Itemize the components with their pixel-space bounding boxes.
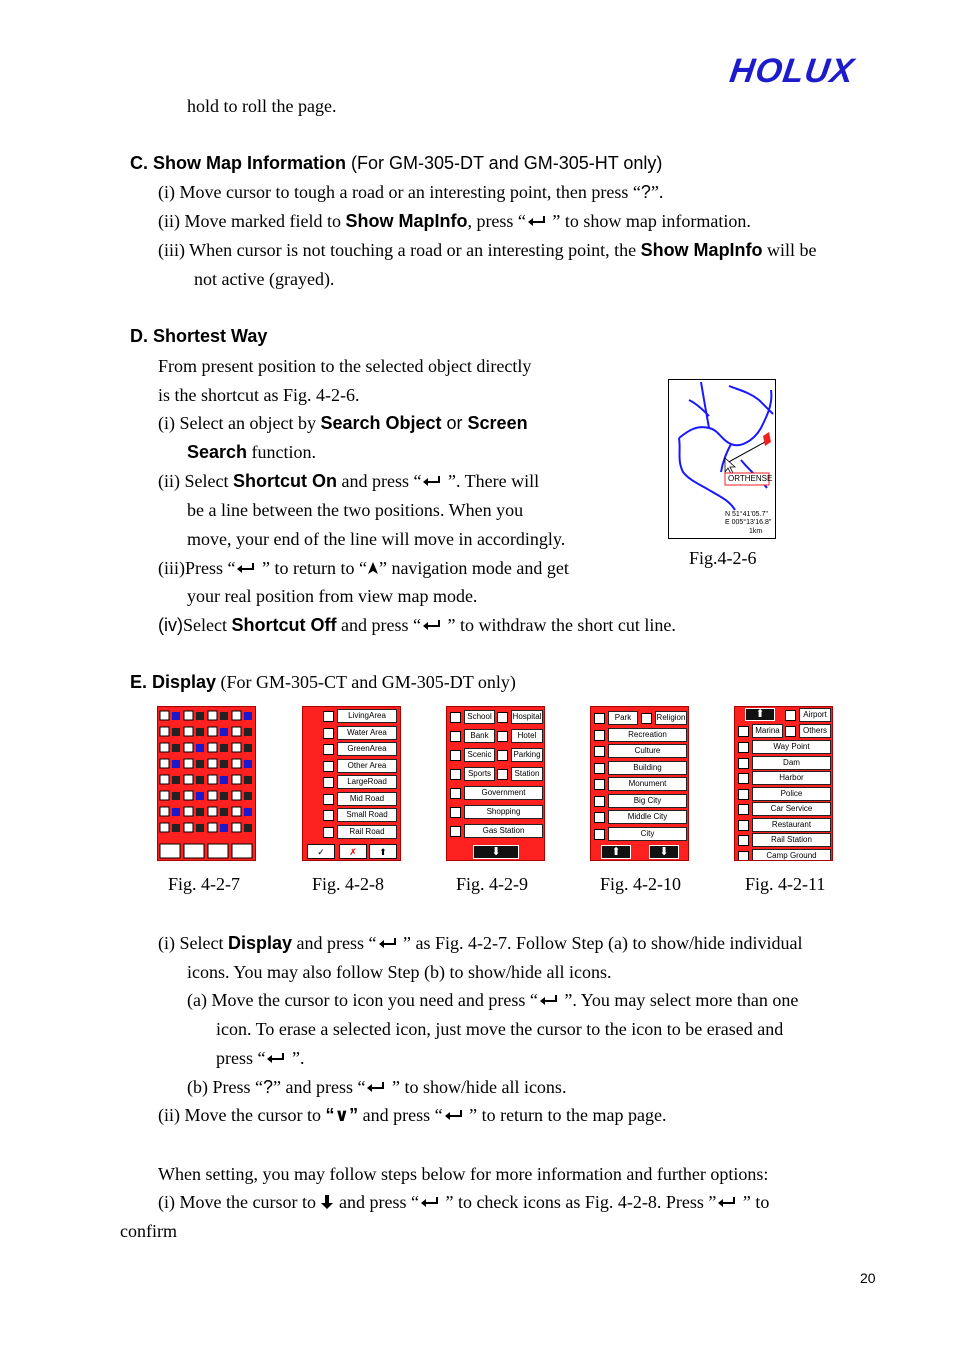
section-e-step-a-line3: press “ ”. xyxy=(216,1048,305,1068)
category-icon xyxy=(594,829,605,840)
option-row[interactable] xyxy=(752,849,831,862)
settings-step-i-cont: confirm xyxy=(120,1221,177,1241)
option-row[interactable] xyxy=(337,709,397,723)
option-label: Restaurant xyxy=(771,819,812,829)
option-label: Rail Road xyxy=(349,826,385,836)
enter-key-icon xyxy=(538,993,560,1007)
option-label: Gas Station xyxy=(482,826,525,835)
option-row[interactable] xyxy=(511,710,543,724)
section-d-step-i: (i) Select an object by Search Object or Screen xyxy=(158,413,528,433)
toggle-checkbox xyxy=(184,807,193,816)
section-d-para1: From present position to the selected object directly xyxy=(158,356,532,376)
option-row[interactable] xyxy=(752,756,831,770)
toggle-checkbox xyxy=(208,791,217,800)
section-c-heading: C. Show Map Information (For GM-305-DT and GM-305-HT only) xyxy=(130,153,663,173)
option-row[interactable] xyxy=(608,810,687,824)
option-row[interactable] xyxy=(752,818,831,832)
intro-text: hold to roll the page. xyxy=(187,96,337,116)
option-row[interactable] xyxy=(337,759,397,773)
category-icon xyxy=(738,742,749,753)
fig-4-2-10-caption: Fig. 4-2-10 xyxy=(600,874,681,894)
category-icon xyxy=(323,827,334,838)
option-row[interactable] xyxy=(752,724,783,738)
toolbar-button xyxy=(208,844,228,858)
category-icon xyxy=(738,835,749,846)
option-label: LivingArea xyxy=(348,711,386,720)
section-d-step-iii: (iii)Press “ ” to return to “ ” navigation mode and get xyxy=(158,558,569,578)
settings-intro: When setting, you may follow steps below for more information and further options: xyxy=(158,1164,769,1184)
map-coordinate-lat: N 51°41'05.7" xyxy=(725,511,768,518)
option-row[interactable] xyxy=(752,802,831,816)
category-icon xyxy=(323,810,334,821)
toggle-checkbox xyxy=(208,823,217,832)
category-icon xyxy=(738,773,749,784)
toggle-checkbox xyxy=(184,775,193,784)
category-icon xyxy=(594,779,605,790)
poi-icon xyxy=(196,760,204,768)
category-icon xyxy=(450,788,461,799)
category-icon xyxy=(450,731,461,742)
toggle-checkbox xyxy=(208,759,217,768)
option-row[interactable] xyxy=(337,808,397,822)
map-scale-label: 1km xyxy=(749,528,763,535)
check-button[interactable]: ✓ xyxy=(307,844,335,859)
category-icon xyxy=(785,726,796,737)
category-icon xyxy=(594,713,605,724)
category-icon xyxy=(497,750,508,761)
category-icon xyxy=(594,812,605,823)
toggle-checkbox xyxy=(232,775,241,784)
option-label: Police xyxy=(780,788,803,798)
fig-4-2-6-caption: Fig.4-2-6 xyxy=(689,548,757,568)
poi-icon xyxy=(220,792,228,800)
option-row[interactable] xyxy=(464,805,543,819)
option-label: Dam xyxy=(783,757,800,767)
section-e-step-b: (b) Press “?” and press “ ” to show/hide all icons. xyxy=(187,1077,567,1097)
option-row[interactable] xyxy=(464,729,495,743)
option-row[interactable] xyxy=(752,740,831,754)
toggle-checkbox xyxy=(232,727,241,736)
fig-4-2-8-screen xyxy=(302,706,401,861)
poi-icon xyxy=(220,712,228,720)
help-symbol: ? xyxy=(640,182,651,202)
option-label: Bank xyxy=(470,731,489,740)
toggle-checkbox xyxy=(232,759,241,768)
poi-icon xyxy=(196,808,204,816)
toggle-checkbox xyxy=(160,711,169,720)
poi-icon xyxy=(244,712,252,720)
option-label: Building xyxy=(633,762,662,772)
option-row[interactable] xyxy=(608,794,687,808)
option-label: Scenic xyxy=(467,750,492,759)
down-button[interactable]: ⬇ xyxy=(649,845,679,859)
poi-icon xyxy=(196,776,204,784)
option-row[interactable] xyxy=(464,748,495,762)
option-row[interactable] xyxy=(655,711,687,725)
option-row[interactable] xyxy=(464,786,543,800)
poi-icon xyxy=(172,824,180,832)
up-button[interactable]: ⬆ xyxy=(369,844,397,859)
poi-icon xyxy=(244,728,252,736)
section-d-step-iii-cont: your real position from view map mode. xyxy=(187,586,478,606)
poi-icon xyxy=(244,744,252,752)
toggle-checkbox xyxy=(160,791,169,800)
option-row[interactable] xyxy=(752,771,831,785)
poi-icon xyxy=(196,712,204,720)
poi-icon xyxy=(172,792,180,800)
fig-4-2-11-screen xyxy=(734,706,833,861)
category-icon xyxy=(323,777,334,788)
enter-key-icon xyxy=(365,1080,387,1094)
section-e-step-i-cont: icons. You may also follow Step (b) to show/hide all icons. xyxy=(187,962,612,982)
option-row[interactable] xyxy=(752,787,831,801)
toggle-checkbox xyxy=(160,807,169,816)
toggle-checkbox xyxy=(184,711,193,720)
category-icon xyxy=(594,730,605,741)
option-label: City xyxy=(640,828,655,838)
option-label: Middle City xyxy=(627,812,668,821)
option-label: Airport xyxy=(803,710,827,719)
toolbar-button xyxy=(184,844,204,858)
navigation-arrow-icon xyxy=(367,561,379,575)
toggle-checkbox xyxy=(232,807,241,816)
option-row[interactable] xyxy=(464,824,543,838)
option-row[interactable] xyxy=(799,724,831,738)
category-icon xyxy=(738,820,749,831)
poi-icon xyxy=(196,792,204,800)
category-icon xyxy=(738,758,749,769)
toggle-checkbox xyxy=(232,791,241,800)
category-icon xyxy=(450,712,461,723)
cancel-button[interactable]: ✗ xyxy=(339,844,367,859)
option-label: Mid Road xyxy=(349,793,385,803)
toolbar-button xyxy=(232,844,252,858)
fig-4-2-8-caption: Fig. 4-2-8 xyxy=(312,874,384,894)
map-place-label: ORTHENSE xyxy=(728,474,773,483)
poi-icon xyxy=(172,760,180,768)
toggle-checkbox xyxy=(184,791,193,800)
option-row[interactable] xyxy=(464,767,495,781)
poi-icon xyxy=(244,792,252,800)
poi-icon xyxy=(220,728,228,736)
poi-icon xyxy=(172,728,180,736)
poi-icon xyxy=(220,776,228,784)
enter-key-icon xyxy=(421,474,443,488)
enter-key-icon xyxy=(526,214,548,228)
option-row[interactable] xyxy=(752,833,831,847)
map-coordinate-lon: E 005°13'16.8" xyxy=(725,519,772,526)
section-c-step-i: (i) Move cursor to tough a road or an interesting point, then press “?”. xyxy=(158,182,664,202)
option-label: Small Road xyxy=(346,810,388,819)
enter-key-icon xyxy=(235,561,257,575)
help-symbol: ? xyxy=(262,1077,273,1097)
category-icon xyxy=(323,711,334,722)
toggle-checkbox xyxy=(232,823,241,832)
section-e-step-ii: (ii) Move the cursor to “∨” and press “ ” to return to the map page. xyxy=(158,1105,667,1125)
option-label: Government xyxy=(481,788,526,797)
toggle-checkbox xyxy=(160,759,169,768)
category-icon xyxy=(738,726,749,737)
poi-icon xyxy=(244,808,252,816)
option-label: Parking xyxy=(513,750,541,759)
toggle-checkbox xyxy=(208,743,217,752)
section-d-step-i-cont: Search function. xyxy=(187,442,317,462)
option-label: Monument xyxy=(628,779,667,788)
toggle-checkbox xyxy=(208,727,217,736)
section-e-heading: E. Display (For GM-305-CT and GM-305-DT only) xyxy=(130,672,516,692)
option-row[interactable] xyxy=(608,744,687,758)
option-label: Others xyxy=(802,726,827,735)
toggle-checkbox xyxy=(184,743,193,752)
category-icon xyxy=(738,804,749,815)
enter-key-icon xyxy=(265,1051,287,1065)
option-label: Hotel xyxy=(517,731,537,740)
icon-grid-graphic xyxy=(158,707,255,860)
category-icon xyxy=(738,851,749,862)
settings-step-i: (i) Move the cursor to and press “ ” to check icons as Fig. 4-2-8. Press ” ” to xyxy=(158,1192,770,1212)
option-row[interactable] xyxy=(337,726,397,740)
toggle-checkbox xyxy=(160,743,169,752)
section-d-step-ii: (ii) Select Shortcut On and press “ ”. There will xyxy=(158,471,540,491)
option-label: Religion xyxy=(656,713,686,722)
section-c-step-ii: (ii) Move marked field to Show MapInfo, press “ ” to show map information. xyxy=(158,211,751,231)
poi-icon xyxy=(172,808,180,816)
option-label: Station xyxy=(514,769,540,778)
section-d-para2: is the shortcut as Fig. 4-2-6. xyxy=(158,385,360,405)
option-row[interactable] xyxy=(608,728,687,742)
page-number: 20 xyxy=(860,1270,876,1286)
option-label: Sports xyxy=(467,769,492,778)
shortcut-map-figure xyxy=(668,379,776,539)
enter-key-icon xyxy=(377,936,399,950)
option-label: Camp Ground xyxy=(766,850,817,860)
category-icon xyxy=(323,761,334,772)
enter-key-icon xyxy=(443,1108,465,1122)
option-row[interactable] xyxy=(799,708,831,722)
poi-icon xyxy=(220,760,228,768)
toggle-checkbox xyxy=(160,775,169,784)
toggle-checkbox xyxy=(184,759,193,768)
category-icon xyxy=(497,731,508,742)
category-icon xyxy=(450,826,461,837)
section-d-step-ii-line3: move, your end of the line will move in accordingly. xyxy=(187,529,566,549)
category-icon xyxy=(450,750,461,761)
option-label: Hospital xyxy=(512,712,542,721)
option-row[interactable] xyxy=(337,775,397,789)
fig-4-2-7-caption: Fig. 4-2-7 xyxy=(168,874,240,894)
option-row[interactable] xyxy=(608,711,638,725)
toggle-checkbox xyxy=(184,727,193,736)
up-button[interactable]: ⬆ xyxy=(601,845,631,859)
category-icon xyxy=(641,713,652,724)
category-icon xyxy=(450,769,461,780)
option-row[interactable] xyxy=(337,742,397,756)
option-label: School xyxy=(467,712,492,721)
option-row[interactable] xyxy=(608,777,687,791)
option-row[interactable] xyxy=(511,729,543,743)
section-c-step-iii: (iii) When cursor is not touching a road or an interesting point, the Show MapInfo will be xyxy=(158,240,817,260)
option-label: Marina xyxy=(755,726,780,735)
section-e-step-i: (i) Select Display and press “ ” as Fig. 4-2-7. Follow Step (a) to show/hide individual xyxy=(158,933,803,953)
toggle-checkbox xyxy=(184,823,193,832)
option-label: Other Area xyxy=(347,760,387,770)
down-arrow-icon xyxy=(320,1194,334,1210)
option-label: Recreation xyxy=(628,729,667,739)
toggle-checkbox xyxy=(160,823,169,832)
option-row[interactable] xyxy=(337,792,397,806)
fig-4-2-11-caption: Fig. 4-2-11 xyxy=(745,874,826,894)
poi-icon xyxy=(172,744,180,752)
category-icon xyxy=(450,807,461,818)
category-icon xyxy=(497,769,508,780)
fig-4-2-9-caption: Fig. 4-2-9 xyxy=(456,874,528,894)
poi-icon xyxy=(196,728,204,736)
option-label: Culture xyxy=(634,746,661,755)
option-label: LargeRoad xyxy=(347,777,387,786)
category-icon xyxy=(785,710,796,721)
poi-icon xyxy=(244,824,252,832)
category-icon xyxy=(323,794,334,805)
category-icon xyxy=(323,728,334,739)
up-button[interactable]: ⬆ xyxy=(745,708,775,721)
category-icon xyxy=(594,763,605,774)
toggle-checkbox xyxy=(160,727,169,736)
enter-key-icon xyxy=(419,1195,441,1209)
option-label: Rail Station xyxy=(771,835,812,844)
option-label: Shopping xyxy=(486,807,521,816)
fig-4-2-7-screen xyxy=(157,706,256,861)
toggle-checkbox xyxy=(232,711,241,720)
enter-key-icon xyxy=(716,1195,738,1209)
option-row[interactable] xyxy=(511,748,543,762)
poi-icon xyxy=(196,824,204,832)
category-icon xyxy=(323,744,334,755)
toolbar-button xyxy=(160,844,180,858)
option-label: GreenArea xyxy=(347,744,387,753)
poi-icon xyxy=(196,744,204,752)
section-d-heading: D. Shortest Way xyxy=(130,326,268,346)
toggle-checkbox xyxy=(208,711,217,720)
section-d-step-ii-line2: be a line between the two positions. When you xyxy=(187,500,524,520)
section-e-step-a: (a) Move the cursor to icon you need and press “ ”. You may select more than one xyxy=(187,990,799,1010)
option-label: Water Area xyxy=(347,727,387,737)
option-label: Way Point xyxy=(773,742,810,751)
poi-icon xyxy=(220,744,228,752)
option-label: Car Service xyxy=(770,804,813,813)
category-icon xyxy=(738,789,749,800)
poi-icon xyxy=(220,824,228,832)
poi-icon xyxy=(220,808,228,816)
poi-icon xyxy=(244,760,252,768)
holux-logo: HOLUX xyxy=(727,52,857,90)
section-d-step-iv: (iv)Select Shortcut Off and press “ ” to withdraw the short cut line. xyxy=(158,615,676,635)
fig-4-2-10-screen xyxy=(590,706,689,861)
enter-key-icon xyxy=(421,618,443,632)
section-e-step-a-line2: icon. To erase a selected icon, just move the cursor to the icon to be erased and xyxy=(216,1019,784,1039)
option-row[interactable] xyxy=(608,827,687,841)
option-row[interactable] xyxy=(511,767,543,781)
option-row[interactable] xyxy=(608,761,687,775)
down-button[interactable]: ⬇ xyxy=(473,845,519,859)
option-label: Park xyxy=(614,713,632,722)
fig-4-2-9-screen xyxy=(446,706,545,861)
option-row[interactable] xyxy=(337,825,397,839)
category-icon xyxy=(594,796,605,807)
poi-icon xyxy=(244,776,252,784)
toggle-checkbox xyxy=(232,743,241,752)
poi-icon xyxy=(172,776,180,784)
poi-icon xyxy=(172,712,180,720)
toggle-checkbox xyxy=(208,775,217,784)
option-label: Harbor xyxy=(779,773,804,782)
option-label: Big City xyxy=(633,795,662,805)
category-icon xyxy=(497,712,508,723)
category-icon xyxy=(594,746,605,757)
section-c-step-iii-cont: not active (grayed). xyxy=(194,269,335,289)
toggle-checkbox xyxy=(208,807,217,816)
option-row[interactable] xyxy=(464,710,495,724)
